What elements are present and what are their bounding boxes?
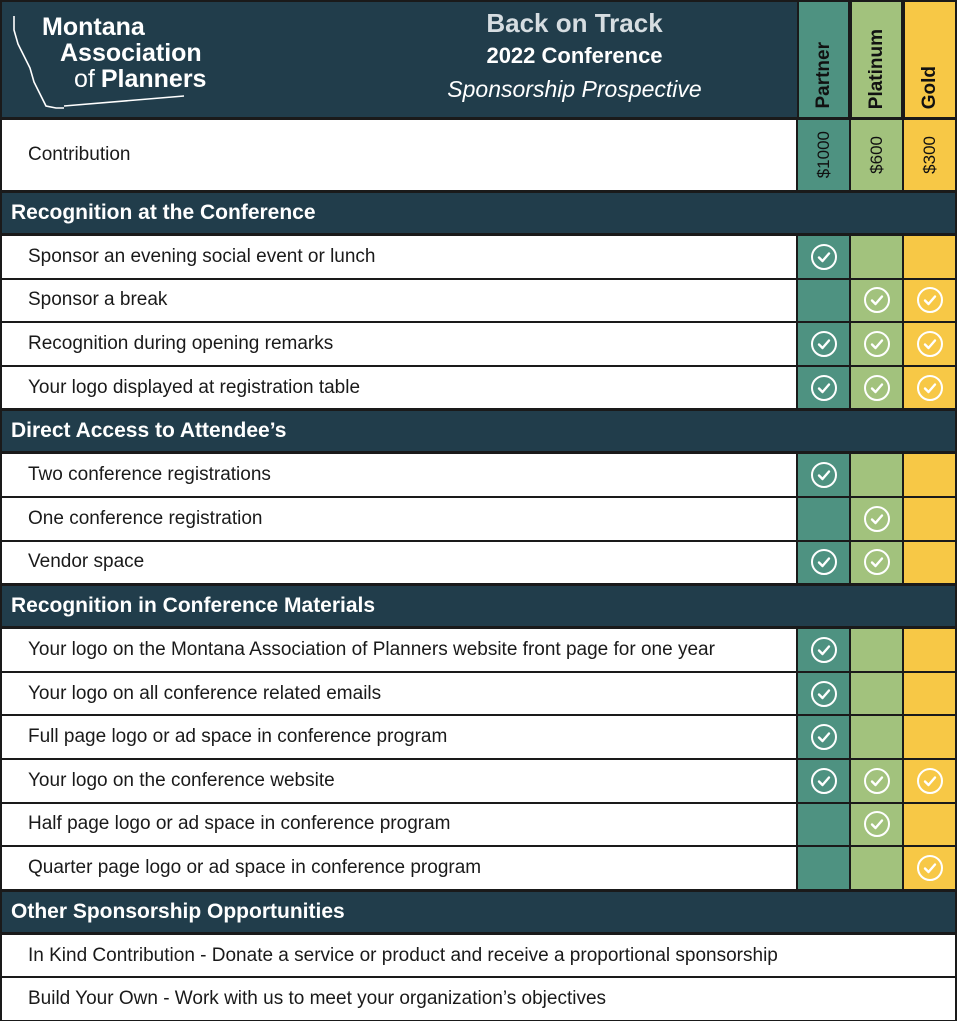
tier-cell-platinum <box>850 541 903 585</box>
tier-cell-gold <box>903 803 957 847</box>
tier-cell-gold <box>903 366 957 410</box>
check-icon <box>864 375 890 401</box>
benefit-label: Full page logo or ad space in conference program <box>0 715 797 759</box>
check-icon <box>917 287 943 313</box>
benefit-label: Your logo on the Montana Association of Planners website front page for one year <box>0 628 797 672</box>
tier-header-gold <box>903 0 957 119</box>
tier-cell-gold <box>903 453 957 497</box>
tier-cell-partner <box>797 279 850 323</box>
check-icon <box>864 331 890 357</box>
tier-cell-platinum <box>850 453 903 497</box>
contribution-row <box>0 119 957 191</box>
contribution-label: Contribution <box>0 119 797 191</box>
benefit-label: Your logo displayed at registration table <box>0 366 797 410</box>
tier-cell-platinum <box>850 672 903 716</box>
check-icon <box>811 462 837 488</box>
tier-cell-gold <box>903 541 957 585</box>
benefit-row <box>0 497 957 541</box>
tier-cell-gold <box>903 715 957 759</box>
tier-cell-gold <box>903 279 957 323</box>
benefit-row <box>0 715 957 759</box>
benefit-row <box>0 846 957 890</box>
tier-cell-gold <box>903 672 957 716</box>
tier-cell-gold <box>903 759 957 803</box>
check-icon <box>864 768 890 794</box>
benefit-row <box>0 453 957 497</box>
tier-cell-gold <box>903 628 957 672</box>
check-icon <box>811 549 837 575</box>
logo-line-3 <box>74 66 206 92</box>
benefit-row <box>0 803 957 847</box>
header-banner <box>0 0 797 119</box>
benefit-label: Half page logo or ad space in conference program <box>0 803 797 847</box>
tier-cell-partner <box>797 366 850 410</box>
contribution-partner <box>797 119 850 191</box>
check-icon <box>811 331 837 357</box>
check-icon <box>811 244 837 270</box>
benefit-row <box>0 366 957 410</box>
benefit-row <box>0 628 957 672</box>
tier-cell-partner <box>797 541 850 585</box>
benefit-label: Two conference registrations <box>0 453 797 497</box>
tier-cell-platinum <box>850 235 903 279</box>
contribution-gold <box>903 119 957 191</box>
check-icon <box>864 506 890 532</box>
tier-amount: $300 <box>919 136 939 174</box>
benefit-label: Quarter page logo or ad space in conference program <box>0 846 797 890</box>
tier-cell-platinum <box>850 715 903 759</box>
tier-cell-partner <box>797 235 850 279</box>
section-header: Other Sponsorship Opportunities <box>0 890 957 934</box>
section-header: Recognition in Conference Materials <box>0 584 957 628</box>
tier-amount: $600 <box>866 136 886 174</box>
tier-amount: $1000 <box>813 131 833 179</box>
tier-cell-partner <box>797 759 850 803</box>
tier-cell-gold <box>903 846 957 890</box>
tier-cell-platinum <box>850 803 903 847</box>
tier-header-platinum <box>850 0 903 119</box>
check-icon <box>811 375 837 401</box>
benefit-label: Recognition during opening remarks <box>0 322 797 366</box>
tier-cell-partner <box>797 322 850 366</box>
opportunity-label: Build Your Own - Work with us to meet your organization’s objectives <box>0 977 957 1021</box>
check-icon <box>811 637 837 663</box>
logo-line-3-name: Planners <box>100 65 207 93</box>
tier-cell-partner <box>797 672 850 716</box>
other-opportunity-row <box>0 934 957 978</box>
tier-cell-partner <box>797 803 850 847</box>
tier-cell-partner <box>797 453 850 497</box>
tier-cell-gold <box>903 497 957 541</box>
benefit-label: Sponsor a break <box>0 279 797 323</box>
tier-name: Platinum <box>865 28 887 109</box>
tier-cell-platinum <box>850 497 903 541</box>
check-icon <box>864 549 890 575</box>
benefit-label: One conference registration <box>0 497 797 541</box>
tier-cell-platinum <box>850 366 903 410</box>
page-title: Back on Track <box>486 8 663 38</box>
tier-cell-platinum <box>850 279 903 323</box>
page-tagline: Sponsorship Prospective <box>447 76 702 102</box>
benefit-row <box>0 541 957 585</box>
tier-name: Partner <box>812 42 834 109</box>
logo-line-3-prefix: of <box>74 65 95 93</box>
tier-cell-partner <box>797 628 850 672</box>
benefit-label: Sponsor an evening social event or lunch <box>0 235 797 279</box>
check-icon <box>917 331 943 357</box>
benefit-row <box>0 759 957 803</box>
organization-logo <box>8 10 258 114</box>
tier-cell-gold <box>903 235 957 279</box>
benefit-label: Your logo on the conference website <box>0 759 797 803</box>
tier-cell-platinum <box>850 846 903 890</box>
tier-cell-partner <box>797 846 850 890</box>
logo-line-2: Association <box>60 39 202 67</box>
tier-cell-platinum <box>850 759 903 803</box>
tier-cell-gold <box>903 322 957 366</box>
tier-cell-partner <box>797 715 850 759</box>
contribution-platinum <box>850 119 903 191</box>
tier-cell-platinum <box>850 322 903 366</box>
header <box>0 0 957 119</box>
tier-cell-partner <box>797 497 850 541</box>
section-header: Recognition at the Conference <box>0 191 957 235</box>
benefit-row <box>0 322 957 366</box>
tier-header-partner <box>797 0 850 119</box>
opportunity-label: In Kind Contribution - Donate a service or product and receive a proportional sponsorship <box>0 934 957 978</box>
benefit-row <box>0 672 957 716</box>
check-icon <box>864 287 890 313</box>
check-icon <box>917 768 943 794</box>
section-header: Direct Access to Attendee’s <box>0 409 957 453</box>
logo-line-1: Montana <box>42 13 145 41</box>
check-icon <box>811 724 837 750</box>
title-block <box>402 6 747 106</box>
benefit-row <box>0 235 957 279</box>
benefit-label: Your logo on all conference related emails <box>0 672 797 716</box>
check-icon <box>917 855 943 881</box>
benefit-label: Vendor space <box>0 541 797 585</box>
check-icon <box>811 681 837 707</box>
page-subtitle: 2022 Conference <box>486 43 663 68</box>
check-icon <box>864 811 890 837</box>
check-icon <box>917 375 943 401</box>
tier-cell-platinum <box>850 628 903 672</box>
other-opportunity-row <box>0 977 957 1021</box>
check-icon <box>811 768 837 794</box>
tier-name: Gold <box>919 65 940 109</box>
benefit-row <box>0 279 957 323</box>
